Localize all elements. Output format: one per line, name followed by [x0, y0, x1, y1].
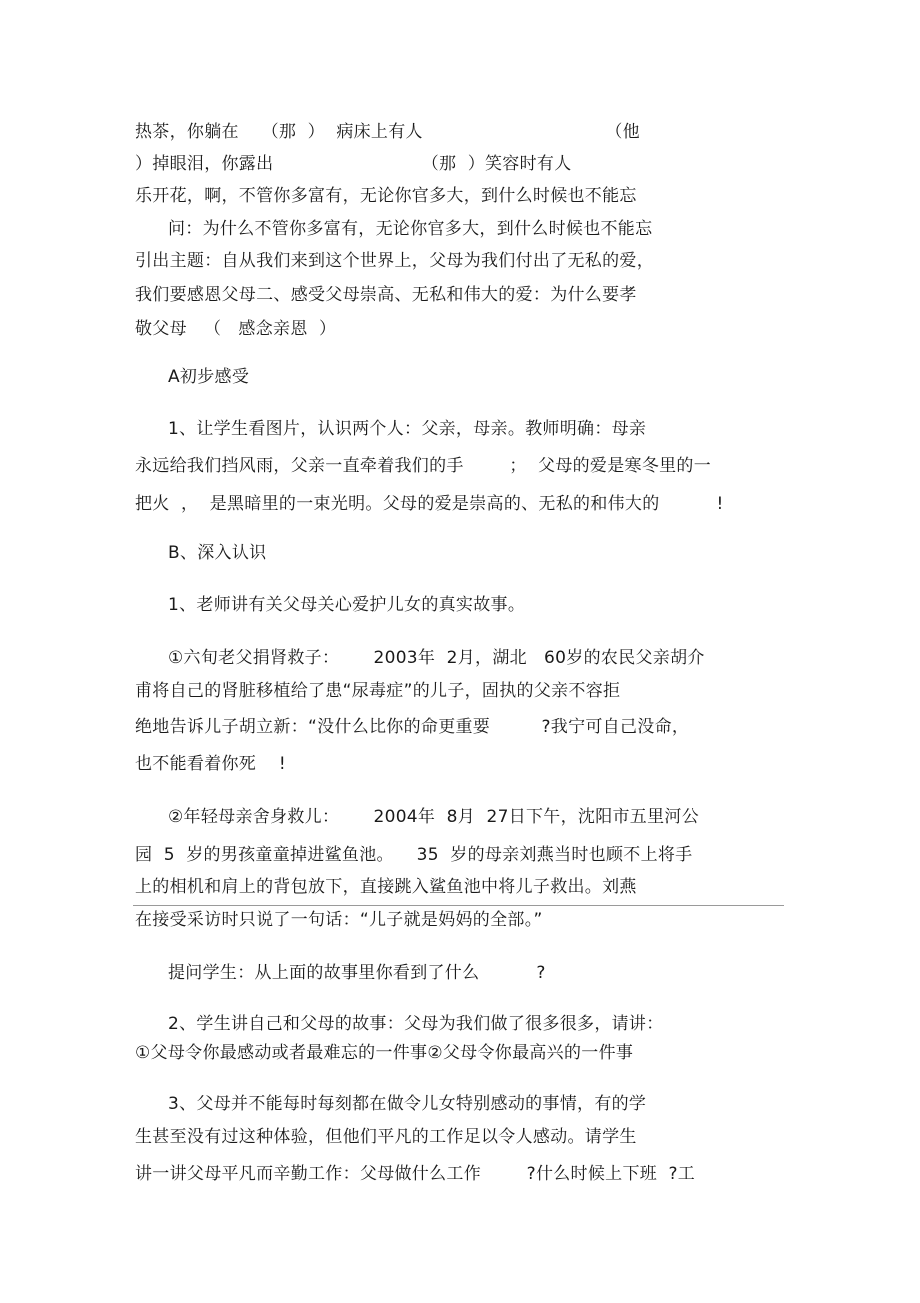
- text-line-11: 把火 ， 是黑暗里的一束光明。父母的爱是崇高的、无私的和伟大的 !: [135, 494, 724, 514]
- text-line-21: 在接受采访时只说了一句话：“儿子就是妈妈的全部。”: [135, 910, 543, 930]
- text-line-2: ）掉眼泪，你露出 （那 ）笑容时有人: [135, 154, 572, 174]
- section-heading-b: B、深入认识: [168, 543, 267, 563]
- text-line-13: 1、老师讲有关父母关心爱护儿女的真实故事。: [168, 595, 526, 615]
- text-line-20: 上的相机和肩上的背包放下，直接跳入鲨鱼池中将儿子救出。刘燕: [135, 877, 637, 897]
- text-line-22: 提问学生：从上面的故事里你看到了什么 ?: [168, 963, 546, 983]
- text-line-14: ①六旬老父捐肾救子： 2003年 2月，湖北 60岁的农民父亲胡介: [168, 648, 705, 668]
- text-line-6: 我们要感恩父母二、感受父母崇高、无私和伟大的爱：为什么要孝: [135, 285, 637, 305]
- text-line-26: 生甚至没有过这种体验，但他们平凡的工作足以令人感动。请学生: [135, 1127, 637, 1147]
- text-line-19: 园 5 岁的男孩童童掉进鲨鱼池。 35 岁的母亲刘燕当时也顾不上将手: [135, 845, 693, 865]
- text-line-4: 问：为什么不管你多富有，无论你官多大，到什么时候也不能忘: [168, 219, 653, 239]
- text-line-18: ②年轻母亲舍身救儿： 2004年 8月 27日下午，沈阳市五里河公: [168, 807, 699, 827]
- text-line-24: ①父母令你最感动或者最难忘的一件事②父母令你最高兴的一件事: [135, 1043, 634, 1063]
- text-line-9: 1、让学生看图片，认识两个人：父亲，母亲。教师明确：母亲: [168, 419, 647, 439]
- text-line-15: 甫将自己的肾脏移植给了患“尿毒症”的儿子，固执的父亲不容拒: [135, 681, 621, 701]
- text-line-23: 2、学生讲自己和父母的故事：父母为我们做了很多很多，请讲：: [168, 1014, 664, 1034]
- text-line-25: 3、父母并不能每时每刻都在做令儿女特别感动的事情，有的学: [168, 1094, 647, 1114]
- text-line-3: 乐开花，啊，不管你多富有，无论你官多大，到什么时候也不能忘: [135, 186, 637, 206]
- horizontal-divider: [133, 905, 784, 906]
- text-line-5: 引出主题：自从我们来到这个世界上，父母为我们付出了无私的爱，: [135, 251, 654, 271]
- text-line-10: 永远给我们挡风雨，父亲一直牵着我们的手 ； 父母的爱是寒冬里的一: [135, 456, 712, 476]
- text-line-1: 热茶，你躺在 （那 ） 病床上有人 （他: [135, 122, 640, 142]
- text-line-7: 敬父母 （ 感念亲恩 ）: [135, 319, 337, 339]
- text-line-27: 讲一讲父母平凡而辛勤工作：父母做什么工作 ?什么时候上下班 ?工: [135, 1164, 696, 1184]
- text-line-16: 绝地告诉儿子胡立新：“没什么比你的命更重要 ?我宁可自己没命，: [135, 717, 690, 737]
- section-heading-a: A初步感受: [168, 367, 250, 387]
- text-line-17: 也不能看着你死 !: [135, 754, 287, 774]
